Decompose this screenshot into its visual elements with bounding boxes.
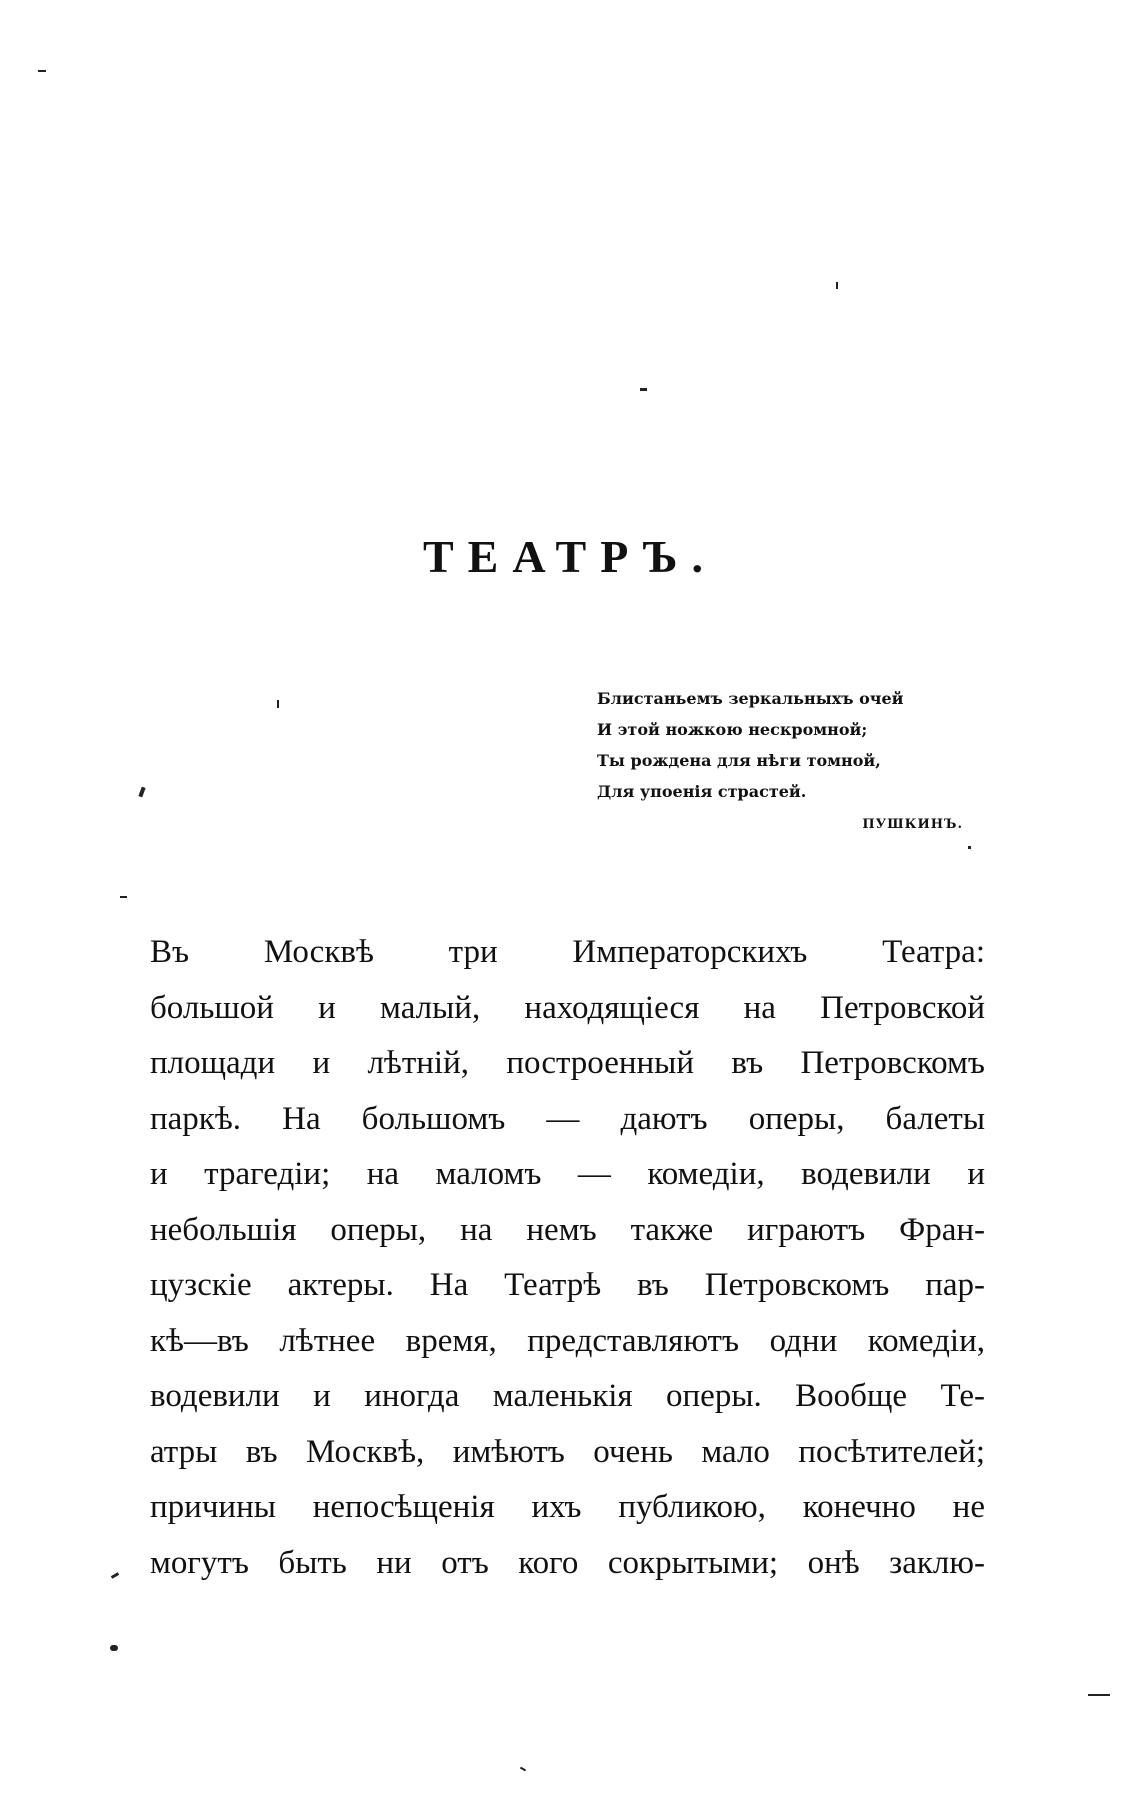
scan-speck — [520, 1767, 526, 1772]
scan-speck — [138, 787, 145, 798]
body-line: паркѣ. На большомъ — даютъ оперы, балеты — [150, 1100, 985, 1137]
epigraph-line: Ты рождена для нѣги томной, — [597, 751, 881, 770]
scan-speck — [111, 1572, 119, 1579]
epigraph — [597, 683, 977, 840]
body-line: атры въ Москвѣ, имѣютъ очень мало посѣтителей; — [150, 1433, 985, 1470]
scan-speck — [1088, 1694, 1110, 1696]
body-line: причины непосѣщенія ихъ публикою, конечно не — [150, 1489, 985, 1525]
scan-speck — [38, 70, 46, 72]
body-line: и трагедіи; на маломъ — комедіи, водевили и — [150, 1156, 985, 1192]
scan-speck — [110, 1645, 118, 1651]
scan-speck — [836, 282, 838, 289]
scan-speck — [640, 388, 647, 391]
epigraph-line: Блистаньемъ зеркальныхъ очей — [597, 689, 904, 708]
body-line: кѣ—въ лѣтнее время, представляютъ одни комедіи, — [150, 1322, 985, 1359]
epigraph-line: И этой ножкою нескромной; — [597, 720, 868, 739]
body-line: цузскіе актеры. На Театрѣ въ Петровскомъ пар- — [150, 1267, 985, 1303]
body-line: Въ Москвѣ три Императорскихъ Театра: — [150, 934, 985, 970]
body-line: большой и малый, находящіеся на Петровской — [150, 989, 985, 1026]
body-paragraph — [150, 925, 985, 1591]
body-line: могутъ быть ни отъ кого сокрытыми; онѣ заклю- — [150, 1544, 985, 1581]
epigraph-line: Для упоенія страстей. — [597, 782, 807, 801]
body-line: площади и лѣтній, построенный въ Петровскомъ — [150, 1045, 985, 1081]
chapter-title: ТЕАТРЪ. — [422, 531, 718, 582]
scan-speck — [277, 700, 279, 708]
body-line: водевили и иногда маленькія оперы. Вообще Те- — [150, 1378, 985, 1414]
body-line: небольшія оперы, на немъ также играютъ Фран- — [150, 1211, 985, 1248]
epigraph-author: ПУШКИНЪ. — [862, 817, 963, 832]
scan-speck — [120, 896, 127, 898]
scan-speck — [968, 846, 971, 849]
